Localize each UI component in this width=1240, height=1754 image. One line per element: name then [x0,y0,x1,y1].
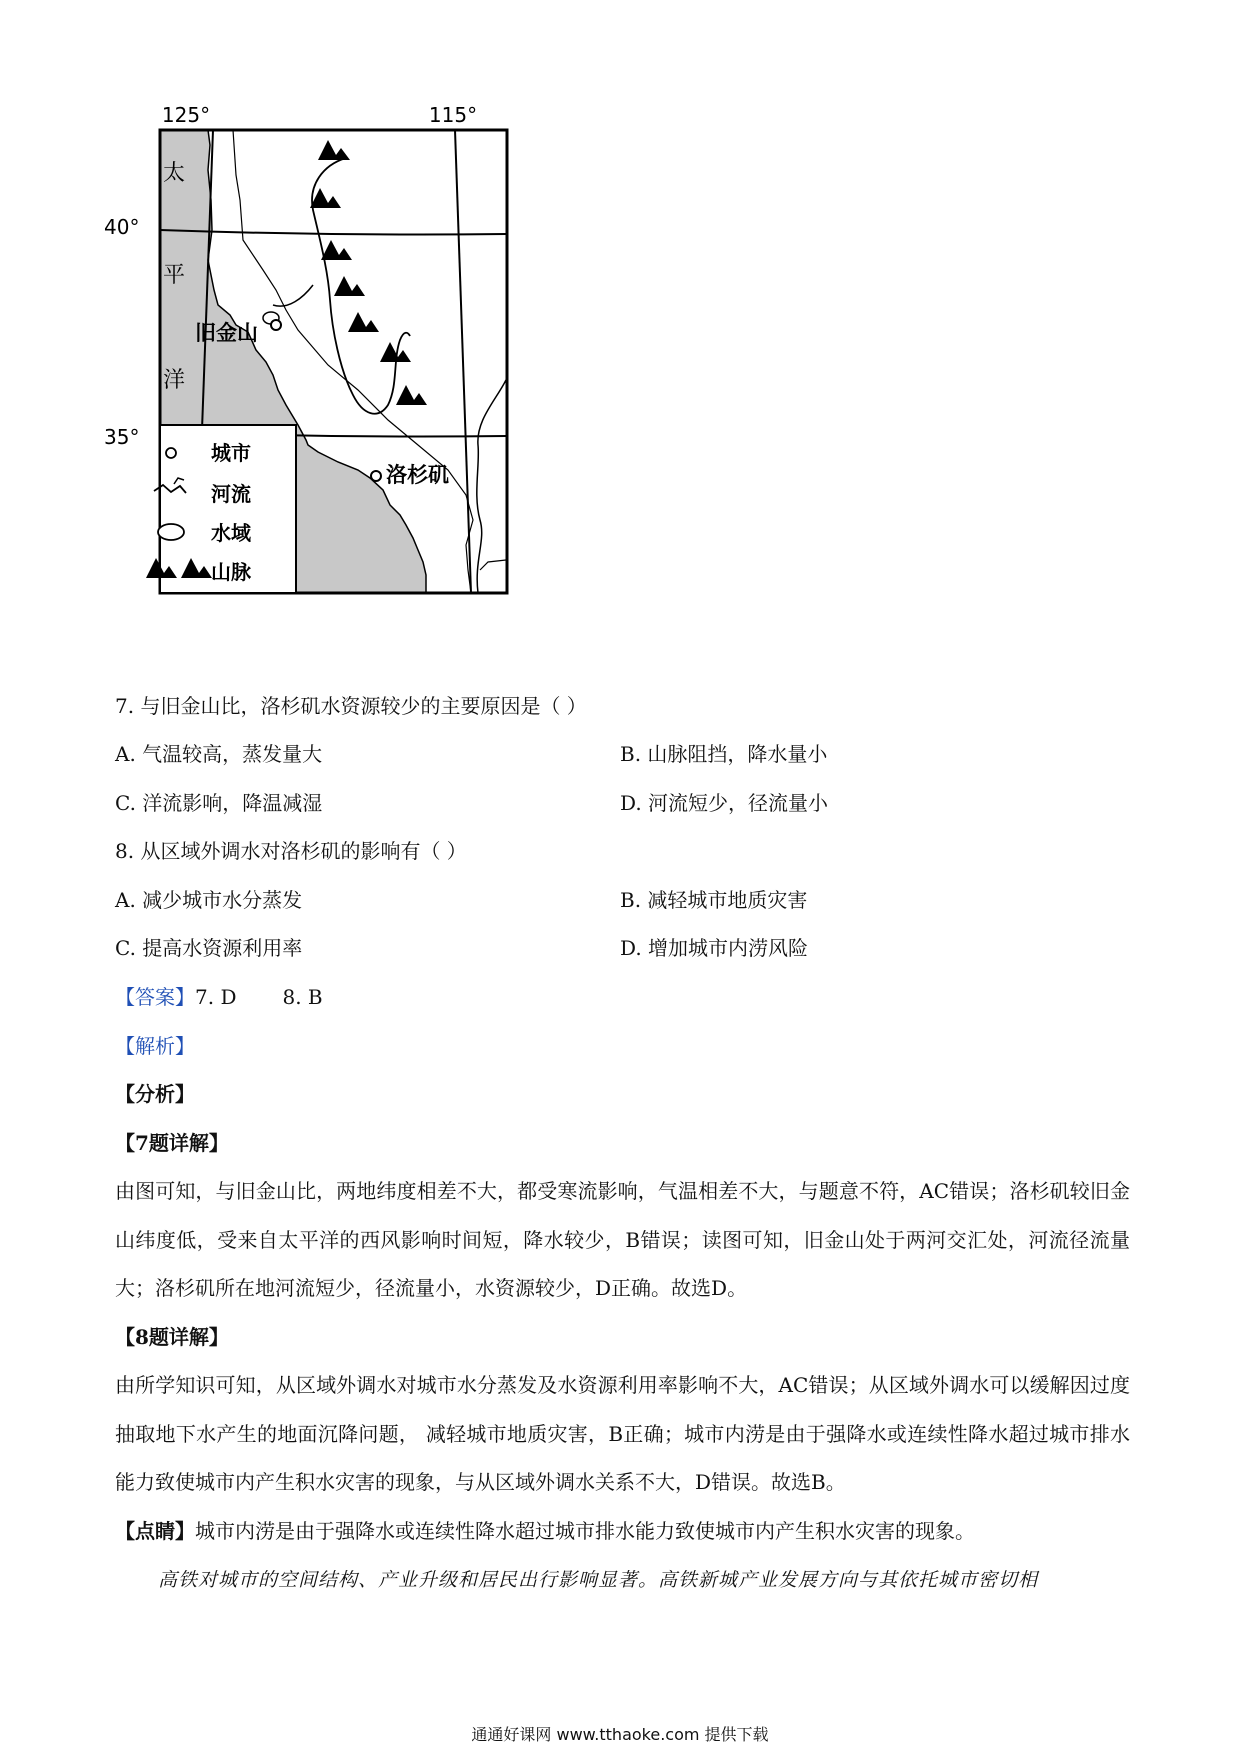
city-sf-label: 旧金山 [195,321,258,345]
city-la-label: 洛杉矶 [386,463,449,487]
lat-label-40: 40° [104,215,140,239]
question-7-option-d: D. 河流短少，径流量小 [620,791,829,815]
legend-mountain-label: 山脉 [211,560,251,584]
question-7-option-c: C. 洋流影响，降温减湿 [115,791,323,815]
answer-label: 【答案】 [115,985,195,1009]
detail-7-text: 由图可知，与旧金山比，两地纬度相差不大，都受寒流影响，气温相差不大，与题意不符，AC错误；洛杉矶较旧金山纬度低，受来自太平洋的西风影响时间短，降水较少，B错误；读图可知，旧金山处于两河交汇处，河流径流量大；洛杉矶所在地河流短少，径流量小，水资源较少，D正确。故选D。 [115,1179,1130,1300]
answer-q8: 8. B [282,985,323,1009]
analysis-sub-label: 【分析】 [115,1082,195,1106]
question-8-option-b: B. 减轻城市地质灾害 [620,888,808,912]
tip-label: 【点睛】 [115,1519,195,1543]
river-path [312,158,410,414]
detail-8-text: 由所学知识可知，从区域外调水对城市水分蒸发及水资源利用率影响不大，AC错误；从区域外调水可以缓解因过度抽取地下水产生的地面沉降问题， 减轻城市地质灾害，B正确；城市内涝是由于强降水或连续性降水超过城市排水能力致使城市内产生积水灾害的现象，与从区域外调水关系不大，D错误。故选B。 [115,1373,1130,1494]
city-sf-marker [271,320,281,330]
answer-line [115,984,323,1010]
question-8-stem: 8. 从区域外调水对洛杉矶的影响有（ ） [115,839,467,863]
legend-water-label: 水域 [211,521,251,545]
tip-line [115,1518,975,1544]
ocean-char-3: 洋 [163,368,186,393]
california-map-figure [104,100,588,675]
legend-city-label: 城市 [211,441,251,465]
question-7-option-b: B. 山脉阻挡，降水量小 [620,742,828,766]
map-svg [104,100,588,675]
ocean-char-2: 平 [163,263,186,288]
detail-7-label: 【7题详解】 [115,1131,229,1155]
lon-label-125: 125° [161,103,211,127]
question-7-stem: 7. 与旧金山比，洛杉矶水资源较少的主要原因是（ ） [115,694,587,718]
question-8-option-c: C. 提高水资源利用率 [115,936,303,960]
ocean-char-1: 太 [163,161,186,186]
city-la-marker [371,471,381,481]
question-7-option-a: A. 气温较高，蒸发量大 [115,742,323,766]
next-passage-text: 高铁对城市的空间结构、产业升级和居民出行影响显著。高铁新城产业发展方向与其依托城市密切相 [158,1569,1039,1591]
answer-q7: 7. D [195,985,237,1009]
analysis-label: 【解析】 [115,1034,195,1058]
tip-text: 城市内涝是由于强降水或连续性降水超过城市排水能力致使城市内产生积水灾害的现象。 [195,1519,975,1543]
detail-8-label: 【8题详解】 [115,1325,229,1349]
lat-label-35: 35° [104,425,140,449]
legend-river-label: 河流 [211,482,251,506]
lon-label-115: 115° [428,103,478,127]
question-8-option-a: A. 减少城市水分蒸发 [115,888,303,912]
question-8-option-d: D. 增加城市内涝风险 [620,936,809,960]
page-footer: 通通好课网 www.tthaoke.com 提供下载 [471,1725,769,1744]
